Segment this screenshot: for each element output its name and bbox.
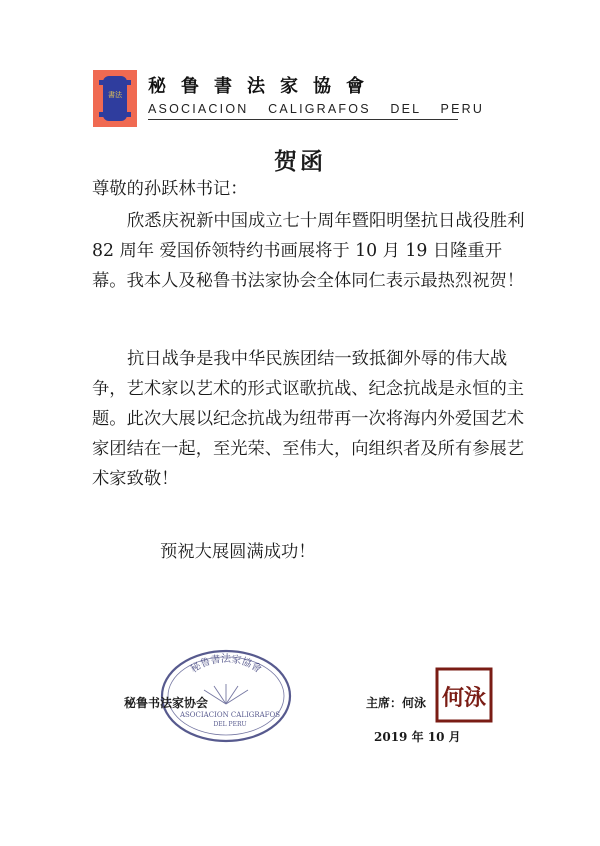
org-name-chinese: 秘鲁書法家協會 xyxy=(148,76,379,97)
stamp-bottom-text: DEL PERU xyxy=(213,721,247,728)
letterhead-divider xyxy=(148,119,458,120)
paragraph-1: 欣悉庆祝新中国成立七十周年暨阳明堡抗日战役胜利 82 周年 爱国侨领特约书画展将于 10 月 19 日隆重开幕。我本人及秘鲁书法家协会全体同仁表示最热烈祝贺！ xyxy=(92,211,525,291)
closing-wish: 预祝大展圆满成功！ xyxy=(160,542,316,562)
paragraph-2: 抗日战争是我中华民族团结一致抵御外辱的伟大战争，艺术家以艺术的形式讴歌抗战、纪念抗战是永恒的主题。此次大展以纪念抗战为纽带再一次将海内外爱国艺术家团结在一起，至光荣、至伟大，向组织者及所有参展艺术家致敬！ xyxy=(92,349,525,489)
personal-seal xyxy=(435,667,493,723)
seal-text: 何泳 xyxy=(441,685,487,711)
association-logo xyxy=(93,70,137,127)
signature-date: 2019 年 10 月 xyxy=(374,730,461,744)
salutation: 尊敬的孙跃林书记： xyxy=(92,179,248,199)
stamp-mid-text: ASOCIACION CALIGRAFOS xyxy=(179,711,281,719)
signature-organization: 秘鲁书法家协会 xyxy=(124,696,209,710)
signature-chairman: 主席：何泳 xyxy=(366,696,427,710)
org-name-english: ASOCIACION CALIGRAFOS DEL PERU xyxy=(148,102,485,116)
letter-title: 贺函 xyxy=(274,148,326,175)
logo-text: 書法 xyxy=(108,91,122,99)
stamp-top-text: 秘鲁書法家協會 xyxy=(188,654,264,676)
